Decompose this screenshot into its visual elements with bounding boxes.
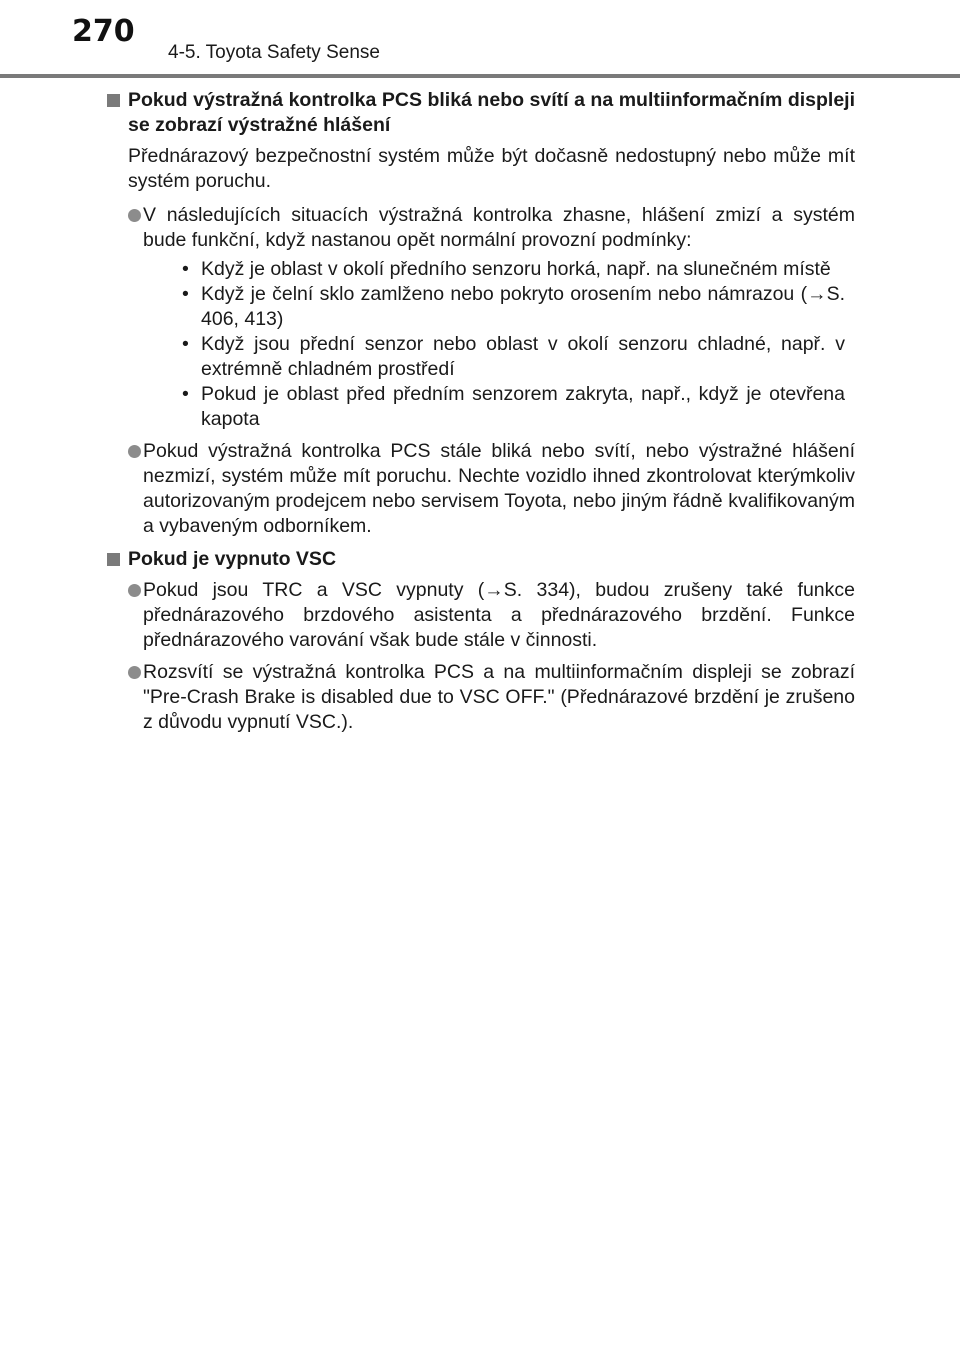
- section-title: 4-5. Toyota Safety Sense: [168, 42, 380, 63]
- sub-list-item: • Když je oblast v okolí předního senzoru horká, např. na slunečném místě: [182, 258, 831, 280]
- list-item: Rozsvítí se výstražná kontrolka PCS a na multiinformačním displeji se zobrazí "Pre-Crash Brake is disabled due to VSC OFF." (Přednárazové brzdění je zrušeno z důvodu vypnutí VSC.).: [105, 660, 855, 735]
- circle-bullet-icon: [128, 209, 141, 222]
- dot-bullet-icon: •: [182, 333, 189, 355]
- page-number: 270: [72, 14, 135, 49]
- list-item: V následujících situacích výstražná kontrolka zhasne, hlášení zmizí a systém bude funkční, když nastanou opět normální provozní podmínky: • Když je oblast v okolí předního senzoru horká, např. na slunečném místě • Když je čelní sklo zamlženo nebo pokryto orosením nebo námrazou (→S. 406, 413) • Když jsou přední senzor nebo oblast v okolí senzoru chladné, např. v extrémně chladném prostředí • Pokud je oblast před předním senzorem zakryta, např., když je otevřena kapota: [105, 203, 855, 432]
- header-rule: [0, 74, 960, 78]
- square-bullet-icon: [107, 94, 120, 107]
- sub-list: [143, 257, 855, 432]
- dot-bullet-icon: •: [182, 258, 189, 280]
- circle-bullet-icon: [128, 445, 141, 458]
- sub-list-item: • Pokud je oblast před předním senzorem zakryta, např., když je otevřena kapota: [182, 383, 845, 430]
- section-heading: Pokud výstražná kontrolka PCS bliká nebo svítí a na multiinformačním displeji se zobrazí výstražné hlášení: [105, 88, 855, 138]
- sub-list-item: • Když jsou přední senzor nebo oblast v okolí senzoru chladné, např. v extrémně chladném prostředí: [182, 333, 845, 380]
- circle-bullet-icon: [128, 666, 141, 679]
- section-heading: Pokud je vypnuto VSC: [105, 547, 855, 572]
- dot-bullet-icon: •: [182, 383, 189, 405]
- page-content: [105, 88, 855, 742]
- list-item: Pokud jsou TRC a VSC vypnuty (→S. 334), budou zrušeny také funkce přednárazového brzdového asistenta a přednárazového brzdění. Funkce přednárazového varování však bude stále v činnosti.: [105, 578, 855, 653]
- sub-list-item: • Když je čelní sklo zamlženo nebo pokryto orosením nebo námrazou (→S. 406, 413): [182, 283, 845, 330]
- dot-bullet-icon: •: [182, 283, 189, 305]
- circle-bullet-icon: [128, 584, 141, 597]
- square-bullet-icon: [107, 553, 120, 566]
- page-header: [0, 0, 960, 78]
- list-item: Pokud výstražná kontrolka PCS stále bliká nebo svítí, nebo výstražné hlášení nezmizí, systém může mít poruchu. Nechte vozidlo ihned zkontrolovat kterýmkoliv autorizovaným prodejcem nebo servisem Toyota, nebo jiným řádně kvalifikovaným a vybaveným odborníkem.: [105, 439, 855, 539]
- intro-paragraph: Přednárazový bezpečnostní systém může být dočasně nedostupný nebo může mít systém poruchu.: [128, 145, 855, 192]
